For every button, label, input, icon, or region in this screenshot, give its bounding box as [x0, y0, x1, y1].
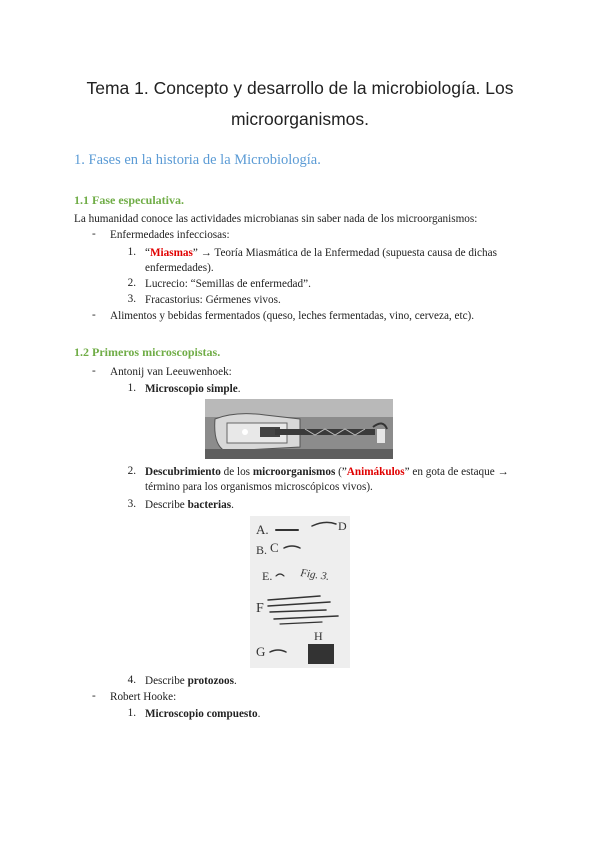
bullet-dash: - — [92, 228, 96, 240]
period: . — [233, 675, 237, 687]
list-item-bacteria — [145, 498, 234, 513]
list-item-miasmas — [145, 246, 540, 276]
list-number: 4. — [127, 674, 136, 686]
list-number: 1. — [127, 246, 136, 258]
bold-term: Microscopio simple — [145, 383, 238, 395]
period: . — [237, 383, 241, 395]
quote: ” — [192, 247, 198, 259]
bold-term: Descubrimiento — [145, 466, 221, 478]
subsection-heading-1-2: 1.2 Primeros microscopistas. — [74, 345, 221, 359]
bacteria-drawing-figure — [250, 516, 350, 668]
bullet-dash: - — [92, 309, 96, 321]
text-span: de los — [220, 466, 253, 478]
bacteria-sketch — [250, 516, 350, 668]
intro-text: La humanidad conoce las actividades microbianas sin saber nada de los microorganismos: — [74, 213, 478, 225]
bullet-foods: Alimentos y bebidas fermentados (queso, leches fermentadas, vino, cerveza, etc). — [110, 310, 475, 322]
text-span: Describe — [145, 499, 188, 511]
miasmas-term: Miasmas — [149, 247, 193, 259]
bold-term: Microscopio compuesto — [145, 708, 258, 720]
list-item-fracastorius: Fracastorius: Gérmenes vivos. — [145, 294, 281, 306]
list-item-discovery — [145, 465, 540, 495]
text-span: Describe — [145, 675, 188, 687]
period: . — [257, 708, 261, 720]
text-span: (” — [335, 466, 347, 478]
list-number: 1. — [127, 382, 136, 394]
bold-term: microorganismos — [252, 466, 336, 478]
list-number: 2. — [127, 277, 136, 289]
label-fig: Fig. 3. — [299, 567, 331, 584]
label-a: A. — [256, 522, 269, 537]
person-hooke: Robert Hooke: — [110, 691, 177, 703]
person-leeuwenhoek: Antonij van Leeuwenhoek: — [110, 366, 232, 378]
list-item-protozoa — [145, 674, 237, 689]
period: . — [231, 499, 234, 511]
list-number: 2. — [127, 465, 136, 477]
label-h: H — [314, 629, 323, 643]
label-d: D — [338, 519, 347, 533]
label-c: C — [270, 540, 279, 555]
list-number: 1. — [127, 707, 136, 719]
bullet-dash: - — [92, 690, 96, 702]
quote: “ — [145, 247, 150, 259]
leeuwenhoek-microscope-image — [205, 399, 393, 459]
subsection-heading-1-1: 1.1 Fase especulativa. — [74, 193, 184, 207]
list-number: 3. — [127, 293, 136, 305]
bullet-dash: - — [92, 365, 96, 377]
label-g: G — [256, 644, 266, 659]
list-item-compound-microscope — [145, 707, 260, 722]
text-span: ” en gota de estaque → término para los organismos microscópicos vivos). — [145, 466, 509, 493]
label-f: F — [256, 601, 264, 616]
list-item-lucrecio: Lucrecio: “Semillas de enfermedad”. — [145, 278, 311, 290]
bold-term: bacterias — [187, 499, 232, 511]
animakulos-term: Animákulos — [346, 466, 405, 478]
label-b: B. — [256, 543, 268, 557]
miasmas-text: → Teoría Miasmática de la Enfermedad (supuesta causa de dichas enfermedades). — [145, 247, 497, 274]
bullet-infectious: Enfermedades infecciosas: — [110, 229, 230, 241]
list-number: 3. — [127, 498, 136, 510]
label-e: E. — [262, 569, 273, 583]
page-title: Tema 1. Concepto y desarrollo de la microbiología. Los microorganismos. — [86, 78, 514, 129]
list-item-simple-microscope — [145, 382, 241, 397]
section-heading-1: 1. Fases en la historia de la Microbiología. — [74, 152, 321, 168]
microscope-drawing — [205, 399, 393, 459]
bold-term: protozoos — [187, 675, 234, 687]
